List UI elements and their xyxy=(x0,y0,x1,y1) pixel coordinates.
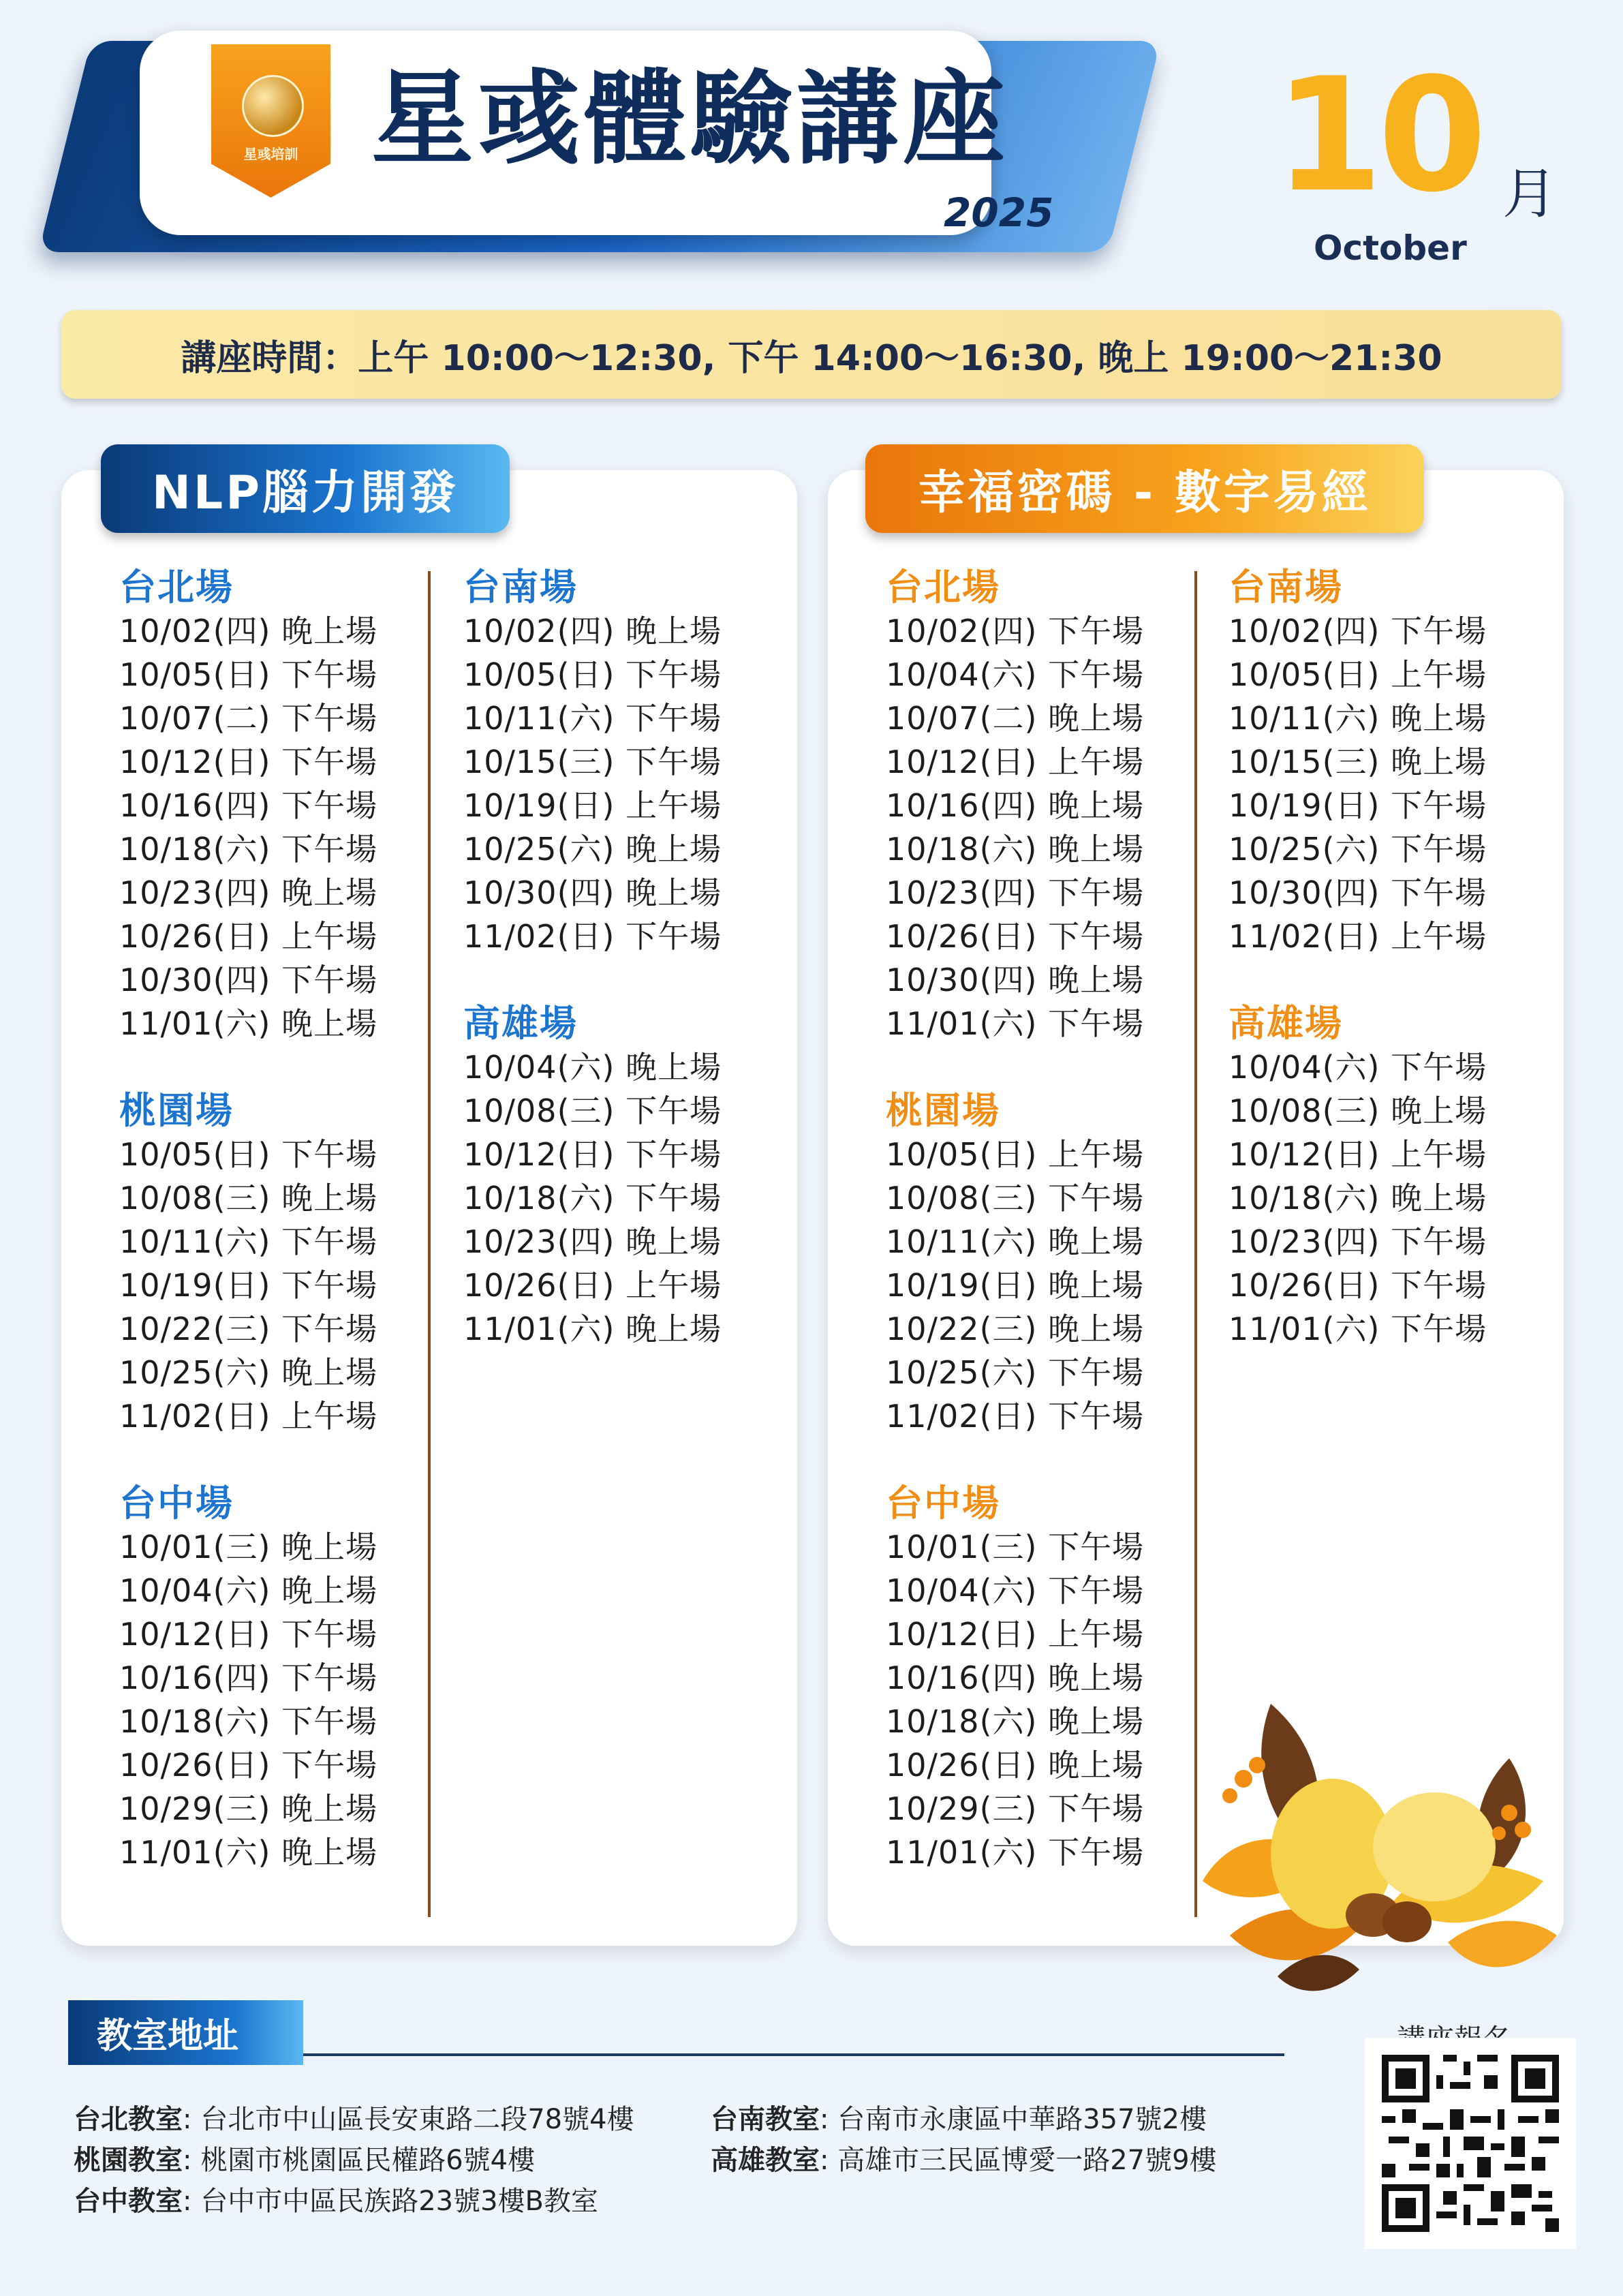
session-row: 11/02(日) 上午場 xyxy=(119,1398,378,1435)
session-row: 10/25(六) 晚上場 xyxy=(463,831,722,868)
nlp-column-1 xyxy=(119,566,439,1918)
venue-heading: 桃園場 xyxy=(119,1089,234,1132)
session-row: 10/25(六) 晚上場 xyxy=(119,1354,378,1391)
session-row: 10/11(六) 下午場 xyxy=(463,700,722,737)
session-row: 10/01(三) 下午場 xyxy=(886,1529,1145,1565)
month-number: 10 xyxy=(1274,45,1482,227)
session-row: 10/18(六) 下午場 xyxy=(463,1180,722,1216)
session-row: 11/01(六) 晚上場 xyxy=(463,1311,722,1347)
session-row: 10/26(日) 下午場 xyxy=(119,1747,378,1784)
venue-group xyxy=(886,1482,1206,1874)
session-row: 10/04(六) 晚上場 xyxy=(119,1572,378,1609)
session-row: 10/30(四) 下午場 xyxy=(1228,874,1487,911)
session-row: 10/08(三) 晚上場 xyxy=(1228,1092,1487,1129)
venue-heading: 台南場 xyxy=(463,566,578,609)
venue-group xyxy=(1228,566,1549,958)
address-kaohsiung xyxy=(711,2140,1217,2181)
session-row: 10/18(六) 下午場 xyxy=(119,1703,378,1740)
session-row: 10/29(三) 晚上場 xyxy=(119,1790,378,1827)
address-text: : 台南市永康區中華路357號2樓 xyxy=(820,2104,1207,2135)
address-text: : 台中市中區民族路23號3樓B教室 xyxy=(183,2186,598,2217)
session-row: 10/02(四) 晚上場 xyxy=(463,613,722,649)
session-row: 10/26(日) 下午場 xyxy=(1228,1267,1487,1304)
nlp-title-tag: NLP腦力開發 xyxy=(101,444,510,533)
venue-heading: 高雄場 xyxy=(1228,1002,1343,1045)
session-row: 10/26(日) 下午場 xyxy=(886,918,1145,955)
venue-heading: 台中場 xyxy=(119,1482,234,1525)
pear-icon xyxy=(1373,1792,1496,1901)
session-row: 10/01(三) 晚上場 xyxy=(119,1529,378,1565)
venue-heading: 台北場 xyxy=(886,566,1000,609)
session-row: 10/12(日) 上午場 xyxy=(886,744,1145,780)
address-taoyuan xyxy=(74,2140,535,2181)
session-row: 10/12(日) 下午場 xyxy=(463,1136,722,1173)
venue-group xyxy=(886,566,1206,1045)
session-row: 10/30(四) 晚上場 xyxy=(463,874,722,911)
session-row: 10/19(日) 上午場 xyxy=(463,787,722,824)
address-taipei xyxy=(74,2099,634,2140)
session-row: 11/01(六) 晚上場 xyxy=(119,1005,378,1042)
session-row: 10/07(二) 晚上場 xyxy=(886,700,1145,737)
session-row: 10/16(四) 晚上場 xyxy=(886,1659,1145,1696)
session-row: 10/23(四) 晚上場 xyxy=(463,1223,722,1260)
session-row: 10/18(六) 晚上場 xyxy=(886,1703,1145,1740)
session-row: 10/08(三) 晚上場 xyxy=(119,1180,378,1216)
session-row: 10/05(日) 下午場 xyxy=(119,656,378,693)
session-row: 10/04(六) 下午場 xyxy=(886,1572,1145,1609)
address-label: 桃園教室 xyxy=(74,2145,183,2176)
session-row: 10/12(日) 上午場 xyxy=(886,1616,1145,1653)
session-row: 11/02(日) 上午場 xyxy=(1228,918,1487,955)
session-row: 10/02(四) 下午場 xyxy=(886,613,1145,649)
session-row: 10/26(日) 上午場 xyxy=(463,1267,722,1304)
session-row: 10/04(六) 下午場 xyxy=(886,656,1145,693)
address-text: : 桃園市桃園區民權路6號4樓 xyxy=(183,2145,536,2176)
venue-heading: 台北場 xyxy=(119,566,234,609)
session-row: 10/19(日) 下午場 xyxy=(119,1267,378,1304)
session-row: 10/11(六) 晚上場 xyxy=(1228,700,1487,737)
venue-group xyxy=(886,1089,1206,1438)
session-row: 11/01(六) 下午場 xyxy=(1228,1311,1487,1347)
venue-heading: 桃園場 xyxy=(886,1089,1000,1132)
session-row: 11/01(六) 下午場 xyxy=(886,1005,1145,1042)
address-label: 台北教室 xyxy=(74,2104,183,2135)
session-row: 10/22(三) 晚上場 xyxy=(886,1311,1145,1347)
globe-icon xyxy=(242,75,304,137)
session-row: 10/04(六) 晚上場 xyxy=(463,1049,722,1086)
session-row: 10/04(六) 下午場 xyxy=(1228,1049,1487,1086)
acorn-icon xyxy=(1382,1901,1432,1942)
session-row: 10/22(三) 下午場 xyxy=(119,1311,378,1347)
address-label: 台南教室 xyxy=(711,2104,820,2135)
session-row: 10/18(六) 晚上場 xyxy=(1228,1180,1487,1216)
address-text: : 高雄市三民區博愛一路27號9樓 xyxy=(820,2145,1217,2176)
session-row: 10/23(四) 下午場 xyxy=(886,874,1145,911)
session-row: 10/12(日) 下午場 xyxy=(119,744,378,780)
address-label: 高雄教室 xyxy=(711,2145,820,2176)
session-row: 10/05(日) 上午場 xyxy=(1228,656,1487,693)
happy-column-2 xyxy=(1228,566,1549,1394)
session-row: 10/19(日) 晚上場 xyxy=(886,1267,1145,1304)
session-row: 10/16(四) 晚上場 xyxy=(886,787,1145,824)
month-unit: 月 xyxy=(1502,162,1557,226)
year-label: 2025 xyxy=(944,189,1054,236)
session-row: 10/11(六) 晚上場 xyxy=(886,1223,1145,1260)
address-tainan xyxy=(711,2099,1207,2140)
venue-group xyxy=(463,566,784,958)
session-row: 11/02(日) 下午場 xyxy=(463,918,722,955)
session-row: 10/08(三) 下午場 xyxy=(886,1180,1145,1216)
lecture-time-banner: 講座時間：上午 10:00～12:30, 下午 14:00～16:30, 晚上 19:00～21:30 xyxy=(61,310,1562,399)
address-text: : 台北市中山區長安東路二段78號4樓 xyxy=(183,2104,634,2135)
address-taichung xyxy=(74,2181,598,2222)
qr-code-icon[interactable] xyxy=(1382,2055,1559,2232)
session-row: 10/05(日) 下午場 xyxy=(463,656,722,693)
address-divider xyxy=(303,2053,1284,2056)
session-row: 10/18(六) 晚上場 xyxy=(886,831,1145,868)
session-row: 10/16(四) 下午場 xyxy=(119,1659,378,1696)
happy-column-1 xyxy=(886,566,1206,1918)
session-row: 10/29(三) 下午場 xyxy=(886,1790,1145,1827)
session-row: 10/25(六) 下午場 xyxy=(1228,831,1487,868)
happy-code-title-tag: 幸福密碼 - 數字易經 xyxy=(865,444,1424,533)
autumn-fruit-decoration xyxy=(1189,1677,1571,2004)
session-row: 10/30(四) 晚上場 xyxy=(886,962,1145,998)
venue-group xyxy=(119,1482,439,1874)
session-row: 10/12(日) 上午場 xyxy=(1228,1136,1487,1173)
session-row: 11/02(日) 下午場 xyxy=(886,1398,1145,1435)
session-row: 10/25(六) 下午場 xyxy=(886,1354,1145,1391)
session-row: 10/02(四) 下午場 xyxy=(1228,613,1487,649)
address-heading: 教室地址 xyxy=(68,2000,303,2065)
nlp-column-2 xyxy=(463,566,784,1394)
venue-heading: 台中場 xyxy=(886,1482,1000,1525)
session-row: 10/18(六) 下午場 xyxy=(119,831,378,868)
session-row: 10/11(六) 下午場 xyxy=(119,1223,378,1260)
session-row: 10/02(四) 晚上場 xyxy=(119,613,378,649)
session-row: 10/05(日) 下午場 xyxy=(119,1136,378,1173)
session-row: 10/08(三) 下午場 xyxy=(463,1092,722,1129)
session-row: 10/05(日) 上午場 xyxy=(886,1136,1145,1173)
session-row: 10/12(日) 下午場 xyxy=(119,1616,378,1653)
session-row: 10/26(日) 上午場 xyxy=(119,918,378,955)
session-row: 10/15(三) 晚上場 xyxy=(1228,744,1487,780)
session-row: 11/01(六) 下午場 xyxy=(886,1834,1145,1871)
session-row: 10/16(四) 下午場 xyxy=(119,787,378,824)
venue-group xyxy=(119,1089,439,1438)
session-row: 10/30(四) 下午場 xyxy=(119,962,378,998)
venue-heading: 高雄場 xyxy=(463,1002,578,1045)
page-title: 星彧體驗講座 xyxy=(371,60,1010,179)
session-row: 10/19(日) 下午場 xyxy=(1228,787,1487,824)
month-english: October xyxy=(1314,228,1467,268)
venue-group xyxy=(463,1002,784,1351)
venue-group xyxy=(1228,1002,1549,1351)
session-row: 10/23(四) 下午場 xyxy=(1228,1223,1487,1260)
session-row: 10/23(四) 晚上場 xyxy=(119,874,378,911)
session-row: 10/15(三) 下午場 xyxy=(463,744,722,780)
session-row: 11/01(六) 晚上場 xyxy=(119,1834,378,1871)
venue-heading: 台南場 xyxy=(1228,566,1343,609)
session-row: 10/07(二) 下午場 xyxy=(119,700,378,737)
venue-group xyxy=(119,566,439,1045)
logo-text: 星彧培訓 xyxy=(243,146,298,162)
address-label: 台中教室 xyxy=(74,2186,183,2217)
session-row: 10/26(日) 晚上場 xyxy=(886,1747,1145,1784)
